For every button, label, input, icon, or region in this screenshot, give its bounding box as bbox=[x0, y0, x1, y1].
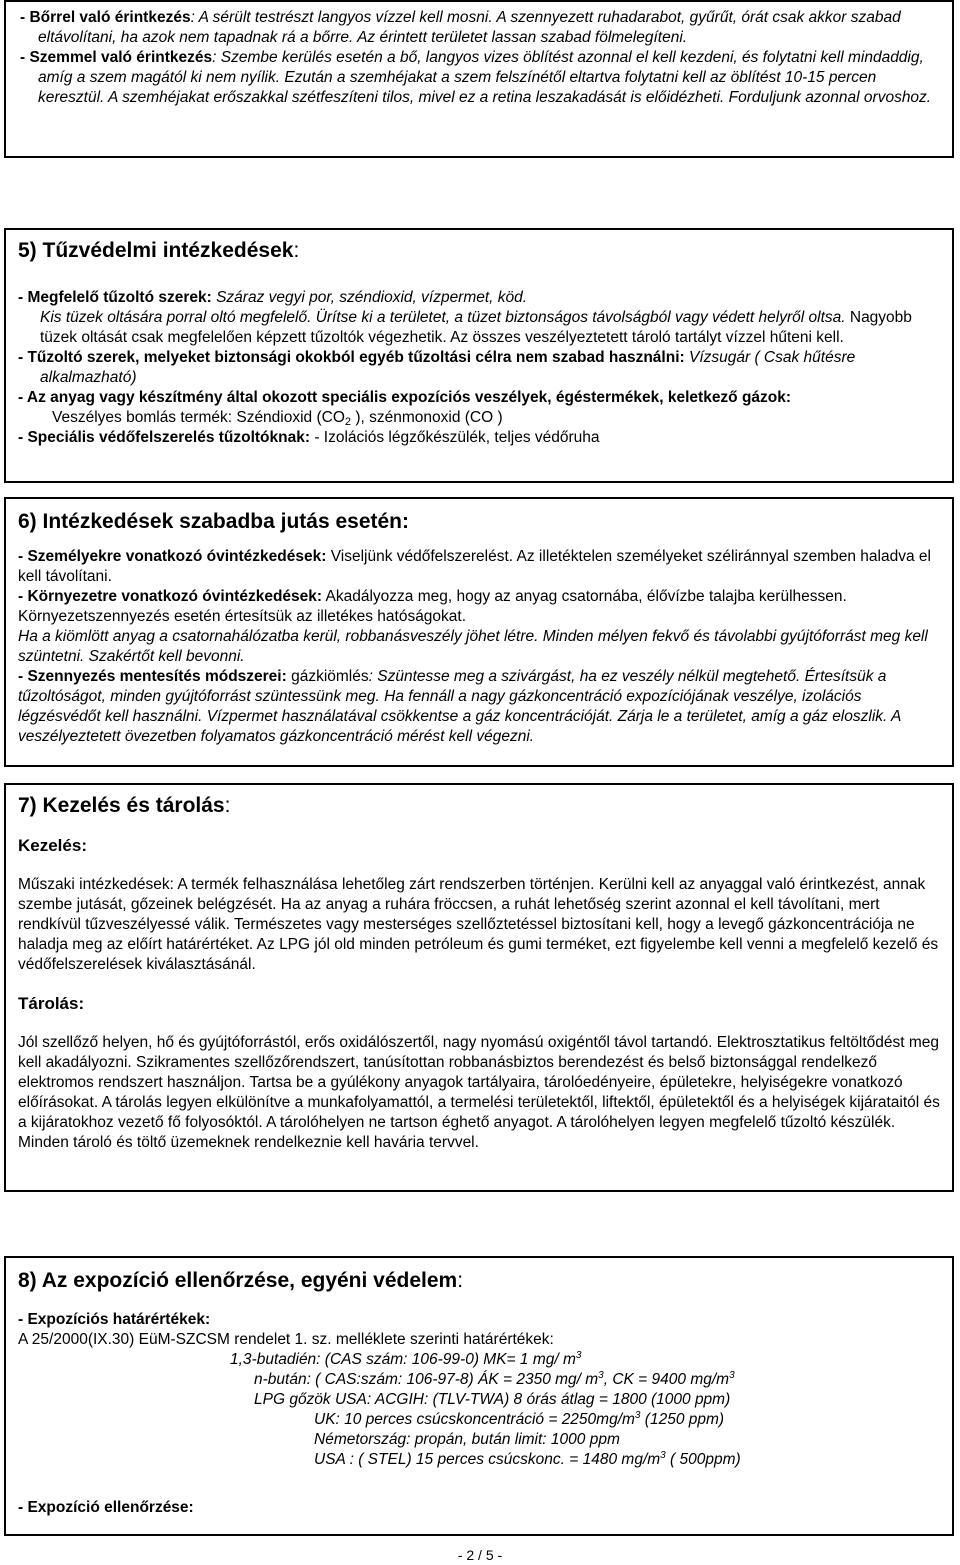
unsuitable-agents-label: - Tűzoltó szerek, melyeket biztonsági okokból egyéb tűzoltási célra nem szabad használni: bbox=[18, 349, 685, 366]
small-fire-text: Kis tüzek oltására porral oltó megfelelő. Ürítse ki a területet, a tüzet biztonságos távolságból vagy védett helyről oltsa. bbox=[40, 309, 846, 326]
fire-guidance bbox=[18, 308, 944, 348]
handling-text: Műszaki intézkedések: A termék felhasználása lehetőleg zárt rendszerben történjen. Kerülni kell az anyaggal való érintkezést, annak szembe jutását, gőzeinek belégzését. Ha az anyag a ruhára fröccsen, a ruhát lehetőség szerint azonnal el kell távolítani, mert rendkívül tűzveszélyessé válik. Természetes vagy mesterséges szellőztetéssel biztosítani kell, hogy a levegő gázkoncentrációja ne haladja meg az előírt határértéket. Az LPG jól old minden petróleum és gumi terméket, ezt figyelembe kell venni a megfelelő kezelő és védőfelszerelések kiválasztásánál. bbox=[18, 876, 939, 973]
limit-uk: UK: 10 perces csúcskoncentráció = $2250mg/m^3$ (1250 ppm) bbox=[314, 1410, 725, 1428]
cleanup-methods: - Szennyezés mentesítés módszerei: gázkiömlés: Szüntesse meg a szivárgást, ha ez veszély nélkül megtehető. Értesítsük a tűzoltóságot, minden gyújtóforrást szüntessünk meg. Ha fennáll a nagy gázkoncentráció expozíciójának veszélye, izolációs légzésvédőt kell használni. Vízpermet használatával csökkentse a gáz koncentrációját. Zárja le a területet, amíg a gáz eloszlik. A veszélyeztetett övezetben folyamatos gázkoncentráció mérést kell végezni. bbox=[18, 668, 901, 745]
first-aid-box bbox=[4, 0, 954, 158]
extinguishing-agents-label: - Megfelelő tűzoltó szerek: bbox=[18, 289, 212, 306]
storage-heading: Tárolás: bbox=[18, 994, 85, 1013]
limit-butadiene: 1,3-butadién: (CAS szám: 106-99-0) MK= 1 mg/ $m^3$ bbox=[230, 1350, 582, 1368]
section-7-title: 7) Kezelés és tárolás: bbox=[18, 794, 231, 817]
skin-contact-text: : A sérült testrészt langyos vízzel kell mosni. A szennyezett ruhadarabot, gyűrűt, órát csak akkor szabad eltávolítani, ha azok nem tapadnak rá a bőrre. Az érintett területet lassan szabad fölmelegíteni. bbox=[38, 9, 901, 46]
firefighter-ppe-text: - Izolációs légzőkészülék, teljes védőruha bbox=[310, 429, 600, 446]
unsuitable-agents-text: Vízsugár ( Csak hűtésre alkalmazható) bbox=[40, 349, 856, 386]
section-8-title: 8) Az expozíció ellenőrzése, egyéni védelem: bbox=[18, 1269, 464, 1292]
firefighter-ppe bbox=[18, 428, 944, 448]
limit-usa-stel: USA : ( STEL) 15 perces csúcskonc. = 1480 $mg/m^3$ ( 500ppm) bbox=[314, 1450, 741, 1468]
limit-n-butane: n-bután: ( CAS:szám: 106-97-8) ÁK = 2350 mg/ $m^3$, CK = 9400 $mg/m^3$ bbox=[254, 1370, 735, 1388]
environmental-precautions-text: Akadályozza meg, hogy az anyag csatornába, élővízbe talajba kerülhessen. Környezetszennyezés esetén értesítsük az illetékes hatóságokat. bbox=[18, 588, 847, 625]
page-number: - 2 / 5 - bbox=[457, 1547, 503, 1563]
personal-precautions bbox=[18, 547, 944, 587]
section-6-title: 6) Intézkedések szabadba jutás esetén: bbox=[18, 510, 409, 533]
special-hazards-label: - Az anyag vagy készítmény által okozott speciális expozíciós veszélyek, égéstermékek, keletkező gázok: bbox=[18, 389, 792, 406]
handling-heading: Kezelés: bbox=[18, 836, 87, 855]
sewer-warning bbox=[18, 627, 944, 667]
environmental-precautions bbox=[18, 587, 944, 627]
exposure-control-label: - Expozíció ellenőrzése: bbox=[18, 1499, 194, 1516]
eye-contact-label: - Szemmel való érintkezés bbox=[20, 49, 213, 66]
decree-line: A 25/2000(IX.30) EüM-SZCSM rendelet 1. sz. melléklete szerinti határértékek: bbox=[18, 1331, 554, 1348]
special-hazards bbox=[18, 388, 944, 408]
handling-storage-box bbox=[4, 783, 954, 1192]
personal-precautions-label: - Személyekre vonatkozó óvintézkedések: bbox=[18, 548, 327, 565]
firefighter-ppe-label: - Speciális védőfelszerelés tűzoltóknak: bbox=[18, 429, 311, 446]
large-fire-text: Nagyobb tüzek oltását csak megfelelően képzett tűzoltók végezhetik. Az összes veszélyeztetett tároló tartályt vízzel hűteni kell. bbox=[40, 309, 912, 346]
skin-contact-label: - Bőrrel való érintkezés bbox=[20, 9, 191, 26]
sewer-warning-text: Ha a kiömlött anyag a csatornahálózatba kerül, robbanásveszély jöhet létre. Minden mélyen fekvő és távolabbi gyújtóforrást meg kell szüntetni. Szakértőt kell bevonni. bbox=[18, 628, 928, 665]
limit-germany: Németország: propán, bután limit: 1000 ppm bbox=[314, 1431, 620, 1448]
section-5-title: 5) Tűzvédelmi intézkedések: bbox=[18, 239, 300, 262]
eye-contact-text: : Szembe kerülés esetén a bő, langyos vizes öblítést azonnal el kell kezdeni, és folytatni kell mindaddig, amíg a szem magától ki nem nyílik. Ezután a szemhéjakat a szem felszínétől eltartva folytatni kell az öblítést 10-15 percen keresztül. A szemhéjakat erőszakkal szétfeszíteni tilos, mivel ez a retina leszakadását is előidézheti. Forduljunk azonnal orvoshoz. bbox=[38, 49, 932, 106]
exposure-limits-label: - Expozíciós határértékek: bbox=[18, 1311, 211, 1328]
extinguishing-agents bbox=[18, 288, 944, 308]
decomposition-products: Veszélyes bomlás termék: Széndioxid ($CO_2$ ), szénmonoxid (CO ) bbox=[52, 409, 503, 428]
environmental-precautions-label: - Környezetre vonatkozó óvintézkedések: bbox=[18, 588, 323, 605]
cleanup-methods-text: : Szüntesse meg a szivárgást, ha ez veszély nélkül megtehető. Értesítsük a tűzoltóságot, minden gyújtóforrást szüntessünk meg. Ha fennáll a nagy gázkoncentráció expozíciójának veszélye, izolációs légzésvédőt kell használni. Vízpermet használatával csökkentse a gáz koncentrációját. Zárja le a területet, amíg a gáz eloszlik. A veszélyeztetett övezetben folyamatos gázkoncentráció mérést kell végezni. bbox=[18, 668, 901, 745]
limit-lpg-usa: LPG gőzök USA: ACGIH: (TLV-TWA) 8 órás átlag = 1800 (1000 ppm) bbox=[254, 1391, 731, 1408]
skin-contact-paragraph bbox=[16, 8, 944, 48]
eye-contact-paragraph bbox=[16, 48, 944, 108]
fire-measures-box bbox=[4, 228, 954, 483]
cleanup-methods-label: - Szennyezés mentesítés módszerei: bbox=[18, 668, 287, 685]
unsuitable-agents bbox=[18, 348, 944, 388]
extinguishing-agents-text: Száraz vegyi por, széndioxid, vízpermet, köd. bbox=[211, 289, 528, 306]
exposure-controls-box bbox=[4, 1256, 954, 1536]
accidental-release-box bbox=[4, 497, 954, 767]
storage-text: Jól szellőző helyen, hő és gyújtóforrástól, erős oxidálószertől, nagy nyomású oxigéntől távol tartandó. Elektrosztatikus feltöltődést meg kell akadályozni. Szikramentes szellőzőrendszert, tanúsítottan robbanásbiztos berendezést és belső biztonsággal rendelkező elektromos rendszert használjon. Tartsa be a gyúlékony anyagok tartályaira, tárolóedényeire, épületekre, helyiségekre vonatkozó előírásokat. A tárolás legyen elkülönítve a munkafolyamattól, a termelési területektől, liftektől, épületektől és a helyiségek kijárataitól és a kijáratokhoz vezető fő folyosóktól. A tárolóhelyen ne tartson éghető anyagot. A tárolóhelyen legyen megfelelő tűzoltó készülék. Minden tároló és töltő üzemeknek rendelkeznie kell havária tervvel. bbox=[18, 1034, 940, 1151]
personal-precautions-text: Viseljünk védőfelszerelést. Az illetéktelen személyeket széliránnyal szemben haladva el kell távolítani. bbox=[18, 548, 931, 585]
